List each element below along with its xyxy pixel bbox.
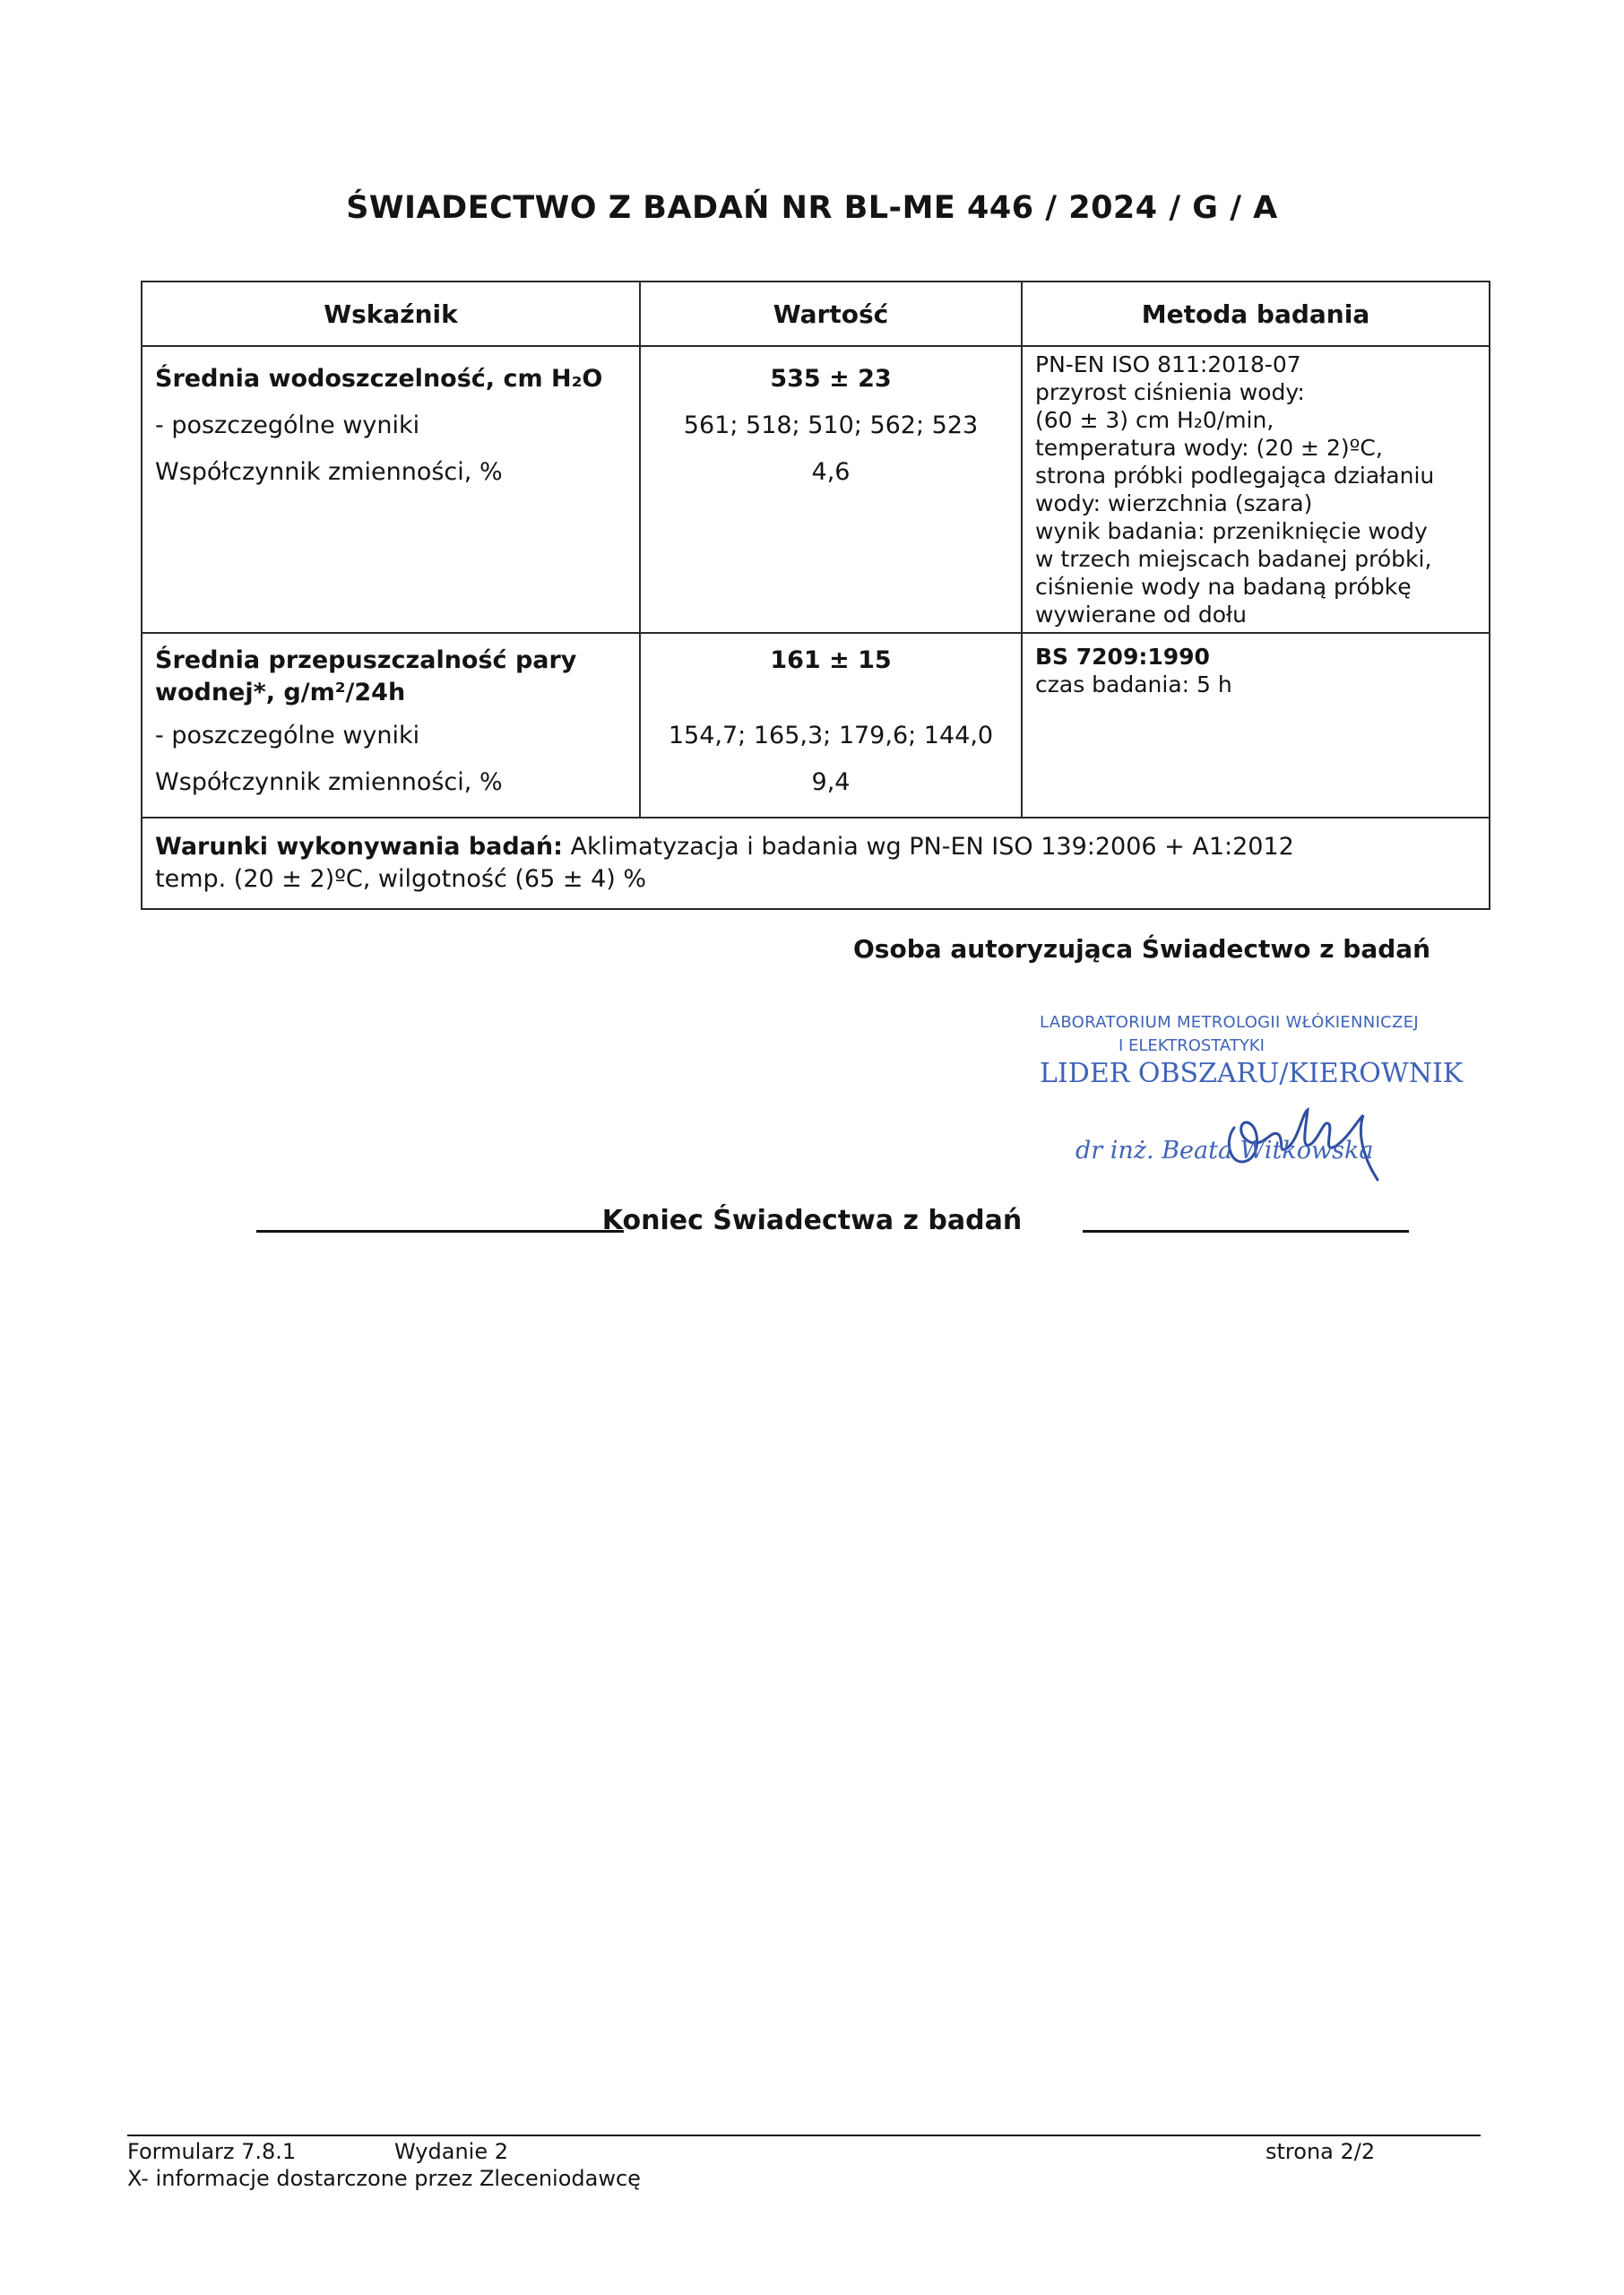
header-indicator: Wskaźnik <box>142 281 640 346</box>
footer-form: Formularz 7.8.1 <box>127 2139 297 2164</box>
cv-value: 9,4 <box>811 768 851 796</box>
method-line: w trzech miejscach badanej próbki, <box>1035 546 1432 572</box>
stamp-lab-name-2: I ELEKTROSTATYKI <box>1119 1036 1265 1055</box>
conditions-line1 <box>155 831 1476 863</box>
table-row-waterproofness <box>142 346 1490 633</box>
stamp-person-name: dr inż. Beata Witkowska <box>1075 1137 1374 1165</box>
header-value: Wartość <box>640 281 1022 346</box>
method-line: przyrost ciśnienia wody: <box>1035 379 1305 405</box>
mean-value: 535 ± 23 <box>770 365 892 393</box>
method-line: wody: wierzchnia (szara) <box>1035 490 1313 516</box>
end-rule-right <box>1083 1230 1409 1233</box>
indicator-name: Średnia wodoszczelność, cm H₂O <box>155 365 603 393</box>
method-line: (60 ± 3) cm H₂0/min, <box>1035 407 1274 433</box>
mean-value: 161 ± 15 <box>770 646 892 674</box>
footer-edition: Wydanie 2 <box>394 2139 508 2164</box>
cv-value: 4,6 <box>811 458 851 486</box>
header-method: Metoda badania <box>1022 281 1490 346</box>
indicator-cv-label: Współczynnik zmienności, % <box>155 768 503 796</box>
indicator-cv-label: Współczynnik zmienności, % <box>155 458 503 486</box>
indicator-cell <box>142 346 640 633</box>
footer-page: strona 2/2 <box>1266 2139 1376 2164</box>
individual-results: 561; 518; 510; 562; 523 <box>683 411 979 439</box>
table-header-row <box>142 281 1490 346</box>
method-standard: BS 7209:1990 <box>1035 644 1210 670</box>
method-line: wywierane od dołu <box>1035 602 1248 628</box>
conditions-text: Aklimatyzacja i badania wg PN-EN ISO 139:2006 + A1:2012 <box>570 833 1294 861</box>
method-line: temperatura wody: (20 ± 2)ºC, <box>1035 435 1383 461</box>
conditions-row <box>142 818 1490 909</box>
conditions-label: Warunki wykonywania badań: <box>155 833 563 861</box>
end-of-certificate: Koniec Świadectwa z badań <box>601 1205 1023 1236</box>
indicator-name: Średnia przepuszczalność pary wodnej*, g/m²/24h <box>155 646 577 706</box>
conditions-cell <box>142 818 1490 909</box>
document-title: ŚWIADECTWO Z BADAŃ NR BL-ME 446 / 2024 / G / A <box>346 190 1278 226</box>
stamp-lab-name: LABORATORIUM METROLOGII WŁÓKIENNICZEJ <box>1040 1013 1419 1032</box>
signatory-title: Osoba autoryzująca Świadectwo z badań <box>853 934 1431 964</box>
footer-note: X- informacje dostarczone przez Zleceniodawcę <box>127 2166 641 2191</box>
indicator-cell <box>142 633 640 818</box>
method-time: czas badania: 5 h <box>1035 671 1232 697</box>
value-cell <box>640 346 1022 633</box>
method-line: ciśnienie wody na badaną próbkę <box>1035 574 1412 600</box>
individual-results: 154,7; 165,3; 179,6; 144,0 <box>668 722 994 749</box>
indicator-sub-label: - poszczególne wyniki <box>155 411 420 439</box>
table-row-vapour-permeability <box>142 633 1490 818</box>
method-line: wynik badania: przeniknięcie wody <box>1035 518 1428 544</box>
footer-rule <box>127 2135 1481 2136</box>
conditions-line2: temp. (20 ± 2)ºC, wilgotność (65 ± 4) % <box>155 865 647 893</box>
method-line: strona próbki podlegająca działaniu <box>1035 463 1435 489</box>
method-cell <box>1022 633 1490 818</box>
results-table <box>141 281 1490 910</box>
stamp-position: LIDER OBSZARU/KIEROWNIK <box>1040 1058 1464 1089</box>
indicator-sub-label: - poszczególne wyniki <box>155 722 420 749</box>
method-line: PN-EN ISO 811:2018-07 <box>1035 351 1301 377</box>
method-cell <box>1022 346 1490 633</box>
value-cell <box>640 633 1022 818</box>
